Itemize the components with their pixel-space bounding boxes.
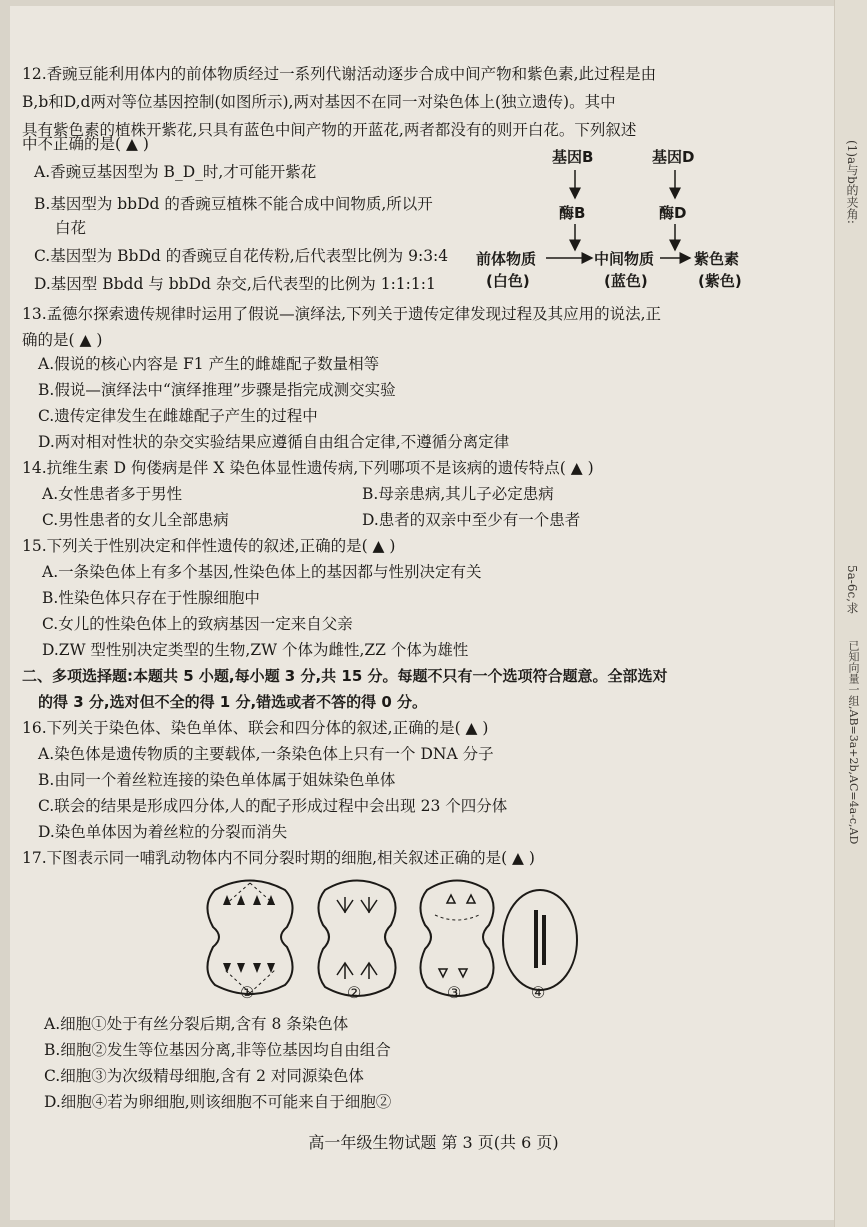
- pigment-color-label: (紫色): [698, 272, 742, 290]
- q16-stem: 16.下列关于染色体、染色单体、联会和四分体的叙述,正确的是( ▲ ): [22, 719, 489, 737]
- pathway-diagram: [470, 142, 770, 292]
- q12-stem-line4: 中不正确的是( ▲ ): [22, 135, 149, 153]
- side-text-top: (1)a与b的夹角:: [845, 140, 859, 224]
- gene-d-label: 基因D: [652, 148, 695, 166]
- section2-heading-line2: 的得 3 分,选对但不全的得 1 分,错选或者不答的得 0 分。: [38, 693, 428, 711]
- q15-stem: 15.下列关于性别决定和伴性遗传的叙述,正确的是( ▲ ): [22, 537, 396, 555]
- q13-stem-line2: 确的是( ▲ ): [22, 331, 103, 349]
- intermediate-color-label: (蓝色): [604, 272, 648, 290]
- side-text-mid: 5a-6c,求: [845, 565, 859, 615]
- section2-heading-line1: 二、多项选择题:本题共 5 小题,每小题 3 分,共 15 分。每题不只有一个选项符合题意。全部选对: [22, 667, 668, 685]
- q17-option-b: B.细胞②发生等位基因分离,非等位基因均自由组合: [44, 1041, 391, 1059]
- q13-stem-line1: 13.孟德尔探索遗传规律时运用了假说—演绎法,下列关于遗传定律发现过程及其应用的说法,正: [22, 305, 662, 323]
- q14-stem: 14.抗维生素 D 佝偻病是伴 X 染色体显性遗传病,下列哪项不是该病的遗传特点( ▲ ): [22, 459, 594, 477]
- q16-option-b: B.由同一个着丝粒连接的染色单体属于姐妹染色单体: [38, 771, 396, 789]
- page-footer: 高一年级生物试题 第 3 页(共 6 页): [308, 1133, 559, 1152]
- precursor-color-label: (白色): [486, 272, 530, 290]
- cell-label-2: ②: [347, 983, 362, 1002]
- q14-option-c: C.男性患者的女儿全部患病: [42, 511, 229, 529]
- gene-b-label: 基因B: [552, 148, 594, 166]
- q12-option-b: B.基因型为 bbDd 的香豌豆植株不能合成中间物质,所以开: [34, 195, 433, 213]
- intermediate-label: 中间物质: [594, 250, 655, 268]
- q17-stem: 17.下图表示同一哺乳动物体内不同分裂时期的细胞,相关叙述正确的是( ▲ ): [22, 849, 535, 867]
- q12-option-d: D.基因型 Bbdd 与 bbDd 杂交,后代表型的比例为 1:1:1:1: [34, 275, 436, 293]
- q14-option-b: B.母亲患病,其儿子必定患病: [362, 485, 554, 503]
- q12-option-c: C.基因型为 BbDd 的香豌豆自花传粉,后代表型比例为 9:3:4: [34, 247, 449, 265]
- q12-stem-line1: 12.香豌豆能利用体内的前体物质经过一系列代谢活动逐步合成中间产物和紫色素,此过程是由: [22, 65, 657, 83]
- enzyme-d-label: 酶D: [659, 204, 687, 222]
- cell-4: [503, 890, 577, 990]
- q12-stem-line2: B,b和D,d两对等位基因控制(如图所示),两对基因不在同一对染色体上(独立遗传)。其中: [22, 93, 616, 111]
- q12-stem-line3: 具有紫色素的植株开紫花,只具有蓝色中间产物的开蓝花,两者都没有的则开白花。下列叙述: [22, 121, 637, 139]
- q17-option-a: A.细胞①处于有丝分裂后期,含有 8 条染色体: [44, 1015, 349, 1033]
- q12-option-a: A.香豌豆基因型为 B_D_时,才可能开紫花: [34, 163, 317, 181]
- cell-label-4: ④: [531, 983, 546, 1002]
- cell-3: [420, 881, 493, 997]
- q15-option-c: C.女儿的性染色体上的致病基因一定来自父亲: [42, 615, 353, 633]
- side-text-low: 已知向量一组,AB=3a+2b,AC=4a-c,AD: [847, 640, 860, 845]
- q17-option-d: D.细胞④若为卵细胞,则该细胞不可能来自于细胞②: [44, 1093, 392, 1111]
- q13-option-c: C.遗传定律发生在雌雄配子产生的过程中: [38, 407, 318, 425]
- precursor-label: 前体物质: [476, 250, 537, 268]
- cell-label-1: ①: [240, 983, 255, 1002]
- q14-option-d: D.患者的双亲中至少有一个患者: [362, 511, 581, 529]
- q17-option-c: C.细胞③为次级精母细胞,含有 2 对同源染色体: [44, 1067, 364, 1085]
- q13-option-b: B.假说—演绎法中“演绎推理”步骤是指完成测交实验: [38, 381, 396, 399]
- cell-2: [318, 881, 395, 997]
- q16-option-d: D.染色单体因为着丝粒的分裂而消失: [38, 823, 288, 841]
- q13-option-a: A.假说的核心内容是 F1 产生的雌雄配子数量相等: [38, 355, 380, 373]
- cell-label-3: ③: [447, 983, 462, 1002]
- enzyme-b-label: 酶B: [559, 204, 586, 222]
- cell-1: [207, 881, 292, 995]
- q15-option-b: B.性染色体只存在于性腺细胞中: [42, 589, 260, 607]
- q15-option-d: D.ZW 型性别决定类型的生物,ZW 个体为雌性,ZZ 个体为雄性: [42, 641, 469, 659]
- q14-option-a: A.女性患者多于男性: [42, 485, 183, 503]
- cell-division-figure: [195, 875, 595, 1015]
- q12-option-b-cont: 白花: [55, 219, 87, 237]
- pigment-label: 紫色素: [694, 250, 740, 268]
- q13-option-d: D.两对相对性状的杂交实验结果应遵循自由组合定律,不遵循分离定律: [38, 433, 510, 451]
- q16-option-a: A.染色体是遗传物质的主要载体,一条染色体上只有一个 DNA 分子: [38, 745, 494, 763]
- q16-option-c: C.联会的结果是形成四分体,人的配子形成过程中会出现 23 个四分体: [38, 797, 508, 815]
- q15-option-a: A.一条染色体上有多个基因,性染色体上的基因都与性别决定有关: [42, 563, 482, 581]
